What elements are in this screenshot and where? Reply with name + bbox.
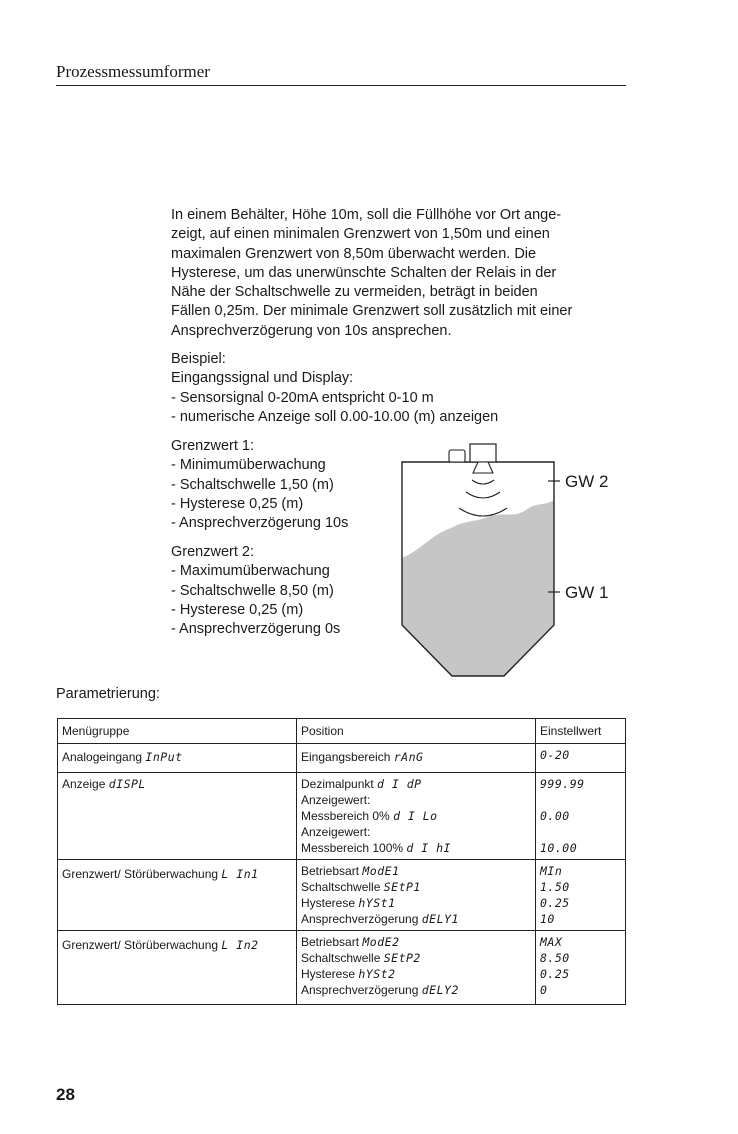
value-cell — [536, 931, 626, 1005]
value: 0-20 — [540, 748, 570, 762]
table-row — [58, 744, 626, 773]
position-code: rAnG — [393, 750, 424, 764]
limit1-item: - Hysterese 0,25 (m) — [171, 495, 304, 512]
parameter-table — [57, 718, 626, 1005]
position-label: Messbereich 100% — [301, 841, 404, 855]
group-cell — [58, 744, 297, 773]
value: MAX — [540, 935, 563, 949]
group-label: Grenzwert/ Störüberwachung — [62, 867, 219, 881]
position-label: Messbereich 0% — [301, 809, 390, 823]
value: 999.99 — [540, 777, 585, 791]
position-code: hYSt2 — [358, 967, 396, 981]
position-code: dELY2 — [421, 983, 459, 997]
position-label: Schaltschwelle — [301, 951, 381, 965]
limit1-item: - Schaltschwelle 1,50 (m) — [171, 476, 334, 493]
group-code: InPut — [145, 750, 183, 764]
group-cell — [58, 860, 297, 931]
position-label: Hysterese — [301, 967, 356, 981]
example-title: Beispiel: — [171, 351, 226, 367]
limit2-title: Grenzwert 2: — [171, 544, 254, 560]
position-label: Anzeigewert: — [301, 793, 371, 807]
group-cell — [58, 931, 297, 1005]
position-label: Ansprechverzögerung — [301, 912, 419, 926]
position-label: Betriebsart — [301, 935, 360, 949]
value-cell — [536, 860, 626, 931]
value-cell — [536, 744, 626, 773]
position-label: Anzeigewert: — [301, 825, 371, 839]
gw2-label: GW 2 — [565, 472, 609, 491]
tank-diagram — [396, 440, 626, 685]
example-block — [171, 350, 551, 427]
position-code: hYSt1 — [358, 896, 396, 910]
value — [540, 792, 621, 808]
value: 10 — [540, 912, 555, 926]
limit2-item: - Hysterese 0,25 (m) — [171, 601, 304, 618]
value: MIn — [540, 864, 563, 878]
intro-paragraph — [171, 206, 616, 341]
table-row — [58, 773, 626, 860]
sound-wave-1 — [472, 480, 494, 484]
position-cell — [297, 860, 536, 931]
sound-wave-2 — [466, 492, 500, 498]
value: 1.50 — [540, 880, 570, 894]
position-label: Ansprechverzögerung — [301, 983, 419, 997]
group-code: L In2 — [221, 938, 259, 952]
position-code: ModE2 — [362, 935, 400, 949]
value: 0.25 — [540, 967, 570, 981]
sensor-cable-box — [449, 450, 465, 462]
group-code: dISPL — [108, 777, 146, 791]
example-item: - numerische Anzeige soll 0.00-10.00 (m) anzeigen — [171, 408, 499, 425]
position-code: ModE1 — [362, 864, 400, 878]
intro-line: Fällen 0,25m. Der minimale Grenzwert soll zusätzlich mit einer — [171, 303, 573, 320]
page-number: 28 — [56, 1085, 75, 1104]
position-cell — [297, 773, 536, 860]
example-subtitle: Eingangssignal und Display: — [171, 370, 354, 387]
position-label: Dezimalpunkt — [301, 777, 374, 791]
group-code: L In1 — [221, 867, 259, 881]
example-item: - Sensorsignal 0-20mA entspricht 0-10 m — [171, 389, 434, 406]
limit2-item: - Schaltschwelle 8,50 (m) — [171, 582, 334, 599]
sensor-horn — [473, 462, 493, 473]
page-header-title: Prozessmessumformer — [56, 62, 626, 86]
table-row — [58, 931, 626, 1005]
position-label: Eingangsbereich — [301, 750, 391, 764]
group-cell — [58, 773, 297, 860]
intro-line: In einem Behälter, Höhe 10m, soll die Füllhöhe vor Ort ange- — [171, 207, 562, 223]
value: 0.00 — [540, 809, 570, 823]
position-code: dELY1 — [421, 912, 459, 926]
limit1-item: - Ansprechverzögerung 10s — [171, 515, 349, 532]
position-code: SEtP1 — [383, 880, 421, 894]
header-cell: Einstellwert — [536, 719, 626, 744]
value: 0.25 — [540, 896, 570, 910]
position-label: Betriebsart — [301, 864, 360, 878]
header-cell: Menügruppe — [58, 719, 297, 744]
intro-line: Hysterese, um das unerwünschte Schalten der Relais in der — [171, 264, 557, 281]
limit1-title: Grenzwert 1: — [171, 438, 254, 454]
intro-line: Nähe der Schaltschwelle zu vermeiden, beträgt in beiden — [171, 284, 538, 301]
value: 0 — [540, 983, 548, 997]
intro-line: Ansprechverzögerung von 10s ansprechen. — [171, 322, 452, 339]
group-label: Anzeige — [62, 777, 106, 791]
position-code: d I hI — [406, 841, 451, 855]
limit2-item: - Maximumüberwachung — [171, 563, 330, 580]
value: 10.00 — [540, 841, 578, 855]
value — [540, 824, 621, 840]
intro-line: maximalen Grenzwert von 8,50m überwacht werden. Die — [171, 245, 537, 262]
position-label: Hysterese — [301, 896, 356, 910]
params-title: Parametrierung: — [56, 686, 160, 702]
position-code: d I Lo — [393, 809, 438, 823]
value: 8.50 — [540, 951, 570, 965]
position-code: d I dP — [377, 777, 422, 791]
tank-fill-material — [402, 500, 554, 676]
intro-line: zeigt, auf einen minimalen Grenzwert von 1,50m und einen — [171, 226, 550, 243]
table-header-row — [58, 719, 626, 744]
group-label: Grenzwert/ Störüberwachung — [62, 938, 219, 952]
group-label: Analogeingang — [62, 750, 143, 764]
table-row — [58, 860, 626, 931]
sensor-housing — [470, 444, 496, 462]
limit1-item: - Minimumüberwachung — [171, 457, 326, 474]
header-cell: Position — [297, 719, 536, 744]
position-label: Schaltschwelle — [301, 880, 381, 894]
value-cell — [536, 773, 626, 860]
limit2-item: - Ansprechverzögerung 0s — [171, 621, 341, 638]
position-cell — [297, 744, 536, 773]
position-code: SEtP2 — [383, 951, 421, 965]
position-cell — [297, 931, 536, 1005]
gw1-label: GW 1 — [565, 583, 609, 602]
